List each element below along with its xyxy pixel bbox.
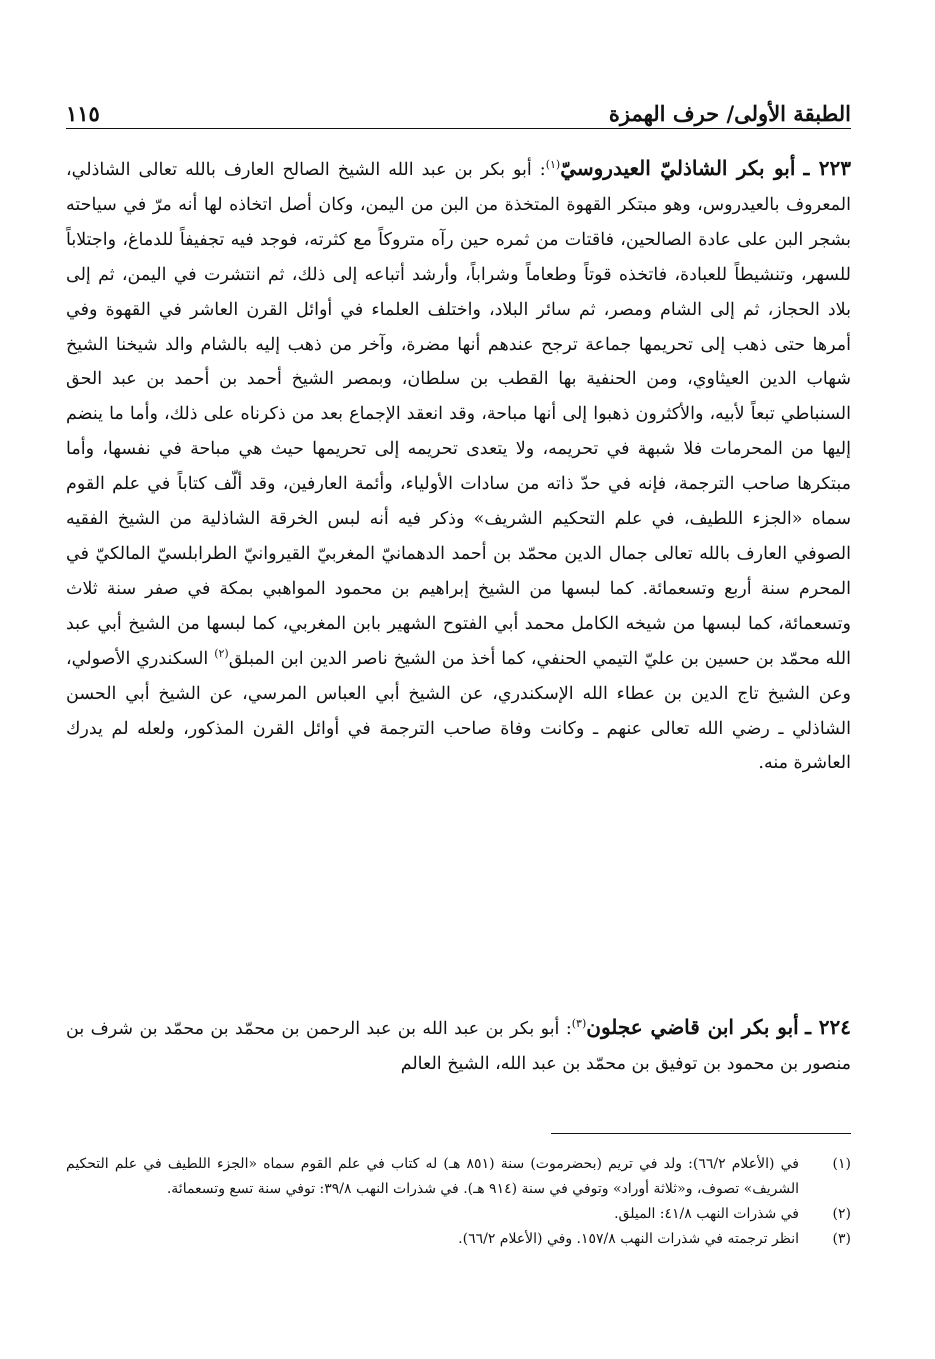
footnote-ref[interactable]: (٣): [571, 1017, 587, 1031]
biography-entry-224: [66, 1010, 851, 1082]
footnote-text: في (الأعلام ٦٦/٢): ولد في تريم (بحضرموت) سنة (٨٥١ هـ) له كتاب في علم القوم سماه «الجزء اللطيف في علم التحكيم الشريف» تصوف، و«ثلاثة أوراد» وتوفي في سنة (٩١٤ هـ). في شذرات النهب ٣٩/٨: توفي سنة تسع وتسعمائة.: [66, 1156, 799, 1197]
footnote-mark: (٢): [832, 1206, 851, 1222]
biography-entry-223: [66, 151, 851, 781]
footnote-ref[interactable]: (٢): [214, 646, 229, 660]
footnote-mark: (٣): [832, 1231, 851, 1247]
entry-text-continued: السكندري الأصولي، وعن الشيخ تاج الدين بن عطاء الله الإسكندري، عن الشيخ أبي العباس المرسي، عن الشيخ أبي الحسن الشاذلي ـ رضي الله تعالى عنهم ـ وكانت وفاة صاحب الترجمة في أوائل القرن المذكور، ولعله لم يدرك العاشرة منه.: [66, 648, 851, 774]
footnote: [66, 1152, 851, 1202]
header-rule: [66, 128, 851, 129]
footnotes: [66, 1152, 851, 1252]
entry-number: ٢٢٤ ـ: [805, 1015, 852, 1039]
entry-text: : أبو بكر بن عبد الله الشيخ الصالح العارف بالله تعالى الشاذلي، المعروف بالعيدروس، وهو مبتكر القهوة المتخذة من البن من اليمن، وكان أصل اتخاذه لها أنه مرّ في سياحته بشجر البن على عادة الصالحين، فاقتات من ثمره حين رآه متروكاً مع كثرته، فوجد فيه تجفيفاً للدماغ، واجتلاباً للسهر، وتنشيطاً للعبادة، فاتخذه قوتاً وطعاماً وشراباً، وأرشد أتباعه إلى ذلك، ثم انتشرت في اليمن، ثم إلى بلاد الحجاز، ثم إلى الشام ومصر، ثم سائر البلاد، واختلف العلماء في أوائل القرن العاشر في القهوة وفي أمرها حتى ذهب إلى تحريمها جماعة ترجح عندهم أنها مضرة، وآخر من ذهب إليه بالشام والد شيخنا الشيخ شهاب الدين العيثاوي، ومن الحنفية بها القطب بن سلطان، وبمصر الشيخ أحمد بن أحمد بن عبد الحق السنباطي تبعاً لأبيه، والأكثرون ذهبوا إلى أنها مباحة، وقد انعقد الإجماع بعد من ذكرناه على ذلك، وأما ما ينضم إليها من المحرمات فلا شبهة في تحريمه، ولا يتعدى تحريمه إلى تحريمها حيث هي مباحة في نفسها، وأما مبتكرها صاحب الترجمة، فإنه في حدّ ذاته من سادات الأولياء، وأئمة العارفين، وقد ألّف كتاباً في علم القوم سماه «الجزء اللطيف، في علم التحكيم الشريف» وذكر فيه أنه لبس الخرقة الشاذلية من الشيخ الفقيه الصوفي العارف بالله تعالى جمال الدين محمّد بن أحمد الدهمانيّ المغربيّ القيروانيّ الطرابلسيّ المالكيّ في المحرم سنة أربع وتسعمائة. كما لبسها من الشيخ إبراهيم بن محمود المواهبي بمكة في صفر سنة ثلاث وتسعمائة، كما لبسها من شيخه الكامل محمد أبي الفتوح الشهير بابن المغربي، كما لبسها من الشيخ أبي عبد الله محمّد بن حسين بن عليّ التيمي الحنفي، كما أخذ من الشيخ ناصر الدين ابن المبلق: [66, 160, 851, 669]
footnote-ref[interactable]: (١): [545, 158, 561, 172]
footnote: [66, 1202, 851, 1227]
entry-number: ٢٢٣ ـ: [803, 156, 851, 180]
entry-name: أبو بكر ابن قاضي عجلون: [586, 1015, 799, 1039]
footnote-rule: [551, 1133, 851, 1134]
page-header: [66, 92, 851, 126]
running-title: الطبقة الأولى/ حرف الهمزة: [608, 101, 851, 126]
footnote-text: في شذرات النهب ٤١/٨: الميلق.: [614, 1206, 799, 1222]
footnote-mark: (١): [832, 1156, 851, 1172]
footnote: [66, 1227, 851, 1252]
footnote-text: انظر ترجمته في شذرات النهب ١٥٧/٨. وفي (الأعلام ٦٦/٢).: [458, 1231, 799, 1247]
entry-name: أبو بكر الشاذليّ العيدروسيّ: [560, 156, 796, 180]
page-number: ١١٥: [66, 101, 100, 126]
entry-text: : أبو بكر بن عبد الله بن عبد الرحمن بن محمّد بن محمّد بن شرف بن منصور بن محمود بن توفيق بن محمّد بن عبد الله، الشيخ العالم: [66, 1019, 851, 1074]
